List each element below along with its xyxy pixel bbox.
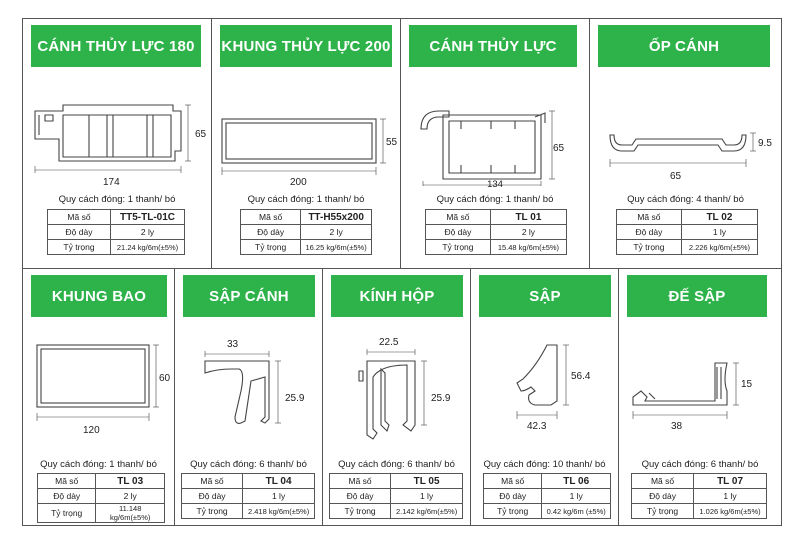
product-title: KÍNH HỘP <box>331 275 463 317</box>
dimension-height: 25.9 <box>431 393 451 404</box>
weight-value: 2.142 kg/6m(±5%) <box>391 504 463 519</box>
spec-table <box>47 209 185 255</box>
dimension-height: 25.9 <box>285 393 305 404</box>
product-card-tl06 <box>471 269 619 525</box>
dimension-height: 55 <box>386 137 398 148</box>
product-card-tl02 <box>590 19 781 269</box>
weight-label: Tỷ trọng <box>632 504 694 519</box>
thickness-label: Độ dày <box>182 489 243 504</box>
code-value: TT5-TL-01C <box>111 210 185 225</box>
profile-drawing <box>212 71 401 186</box>
thickness-label: Độ dày <box>632 489 694 504</box>
product-card-tt5-tl-01c <box>23 19 212 269</box>
profile-drawing <box>401 71 590 186</box>
thickness-label: Độ dày <box>426 225 491 240</box>
weight-label: Tỷ trọng <box>48 240 111 255</box>
weight-label: Tỷ trọng <box>484 504 542 519</box>
dimension-height: 65 <box>195 129 207 140</box>
profile-drawing <box>619 321 781 441</box>
weight-value: 2.226 kg/6m(±5%) <box>681 240 757 255</box>
product-card-tl01 <box>401 19 590 269</box>
code-label: Mã số <box>330 474 391 489</box>
code-label: Mã số <box>617 210 682 225</box>
profile-drawing <box>471 321 619 441</box>
thickness-value: 1 ly <box>243 489 315 504</box>
code-value: TL 04 <box>243 474 315 489</box>
weight-value: 0.42 kg/6m (±5%) <box>542 504 611 519</box>
profile-drawing <box>175 321 323 441</box>
product-title: ỐP CÁNH <box>598 25 770 67</box>
product-title: KHUNG THỦY LỰC 200 <box>220 25 392 67</box>
product-card-tl07 <box>619 269 781 525</box>
dimension-height: 65 <box>553 143 565 154</box>
dimension-width: 22.5 <box>379 337 399 348</box>
weight-value: 11.148 kg/6m(±5%) <box>96 504 165 523</box>
thickness-value: 1 ly <box>681 225 757 240</box>
weight-value: 1.026 kg/6m(±5%) <box>694 504 767 519</box>
product-sheet <box>22 18 782 526</box>
code-label: Mã số <box>241 210 301 225</box>
weight-value: 2.418 kg/6m(±5%) <box>243 504 315 519</box>
product-card-tt-h55x200 <box>212 19 401 269</box>
product-card-tl03 <box>23 269 175 525</box>
dimension-width: 134 <box>487 179 503 190</box>
weight-label: Tỷ trọng <box>38 504 96 523</box>
dimension-height: 9.5 <box>758 138 772 149</box>
packing-spec: Quy cách đóng: 1 thanh/ bó <box>58 194 176 205</box>
code-label: Mã số <box>38 474 96 489</box>
dimension-width: 120 <box>83 425 100 436</box>
weight-label: Tỷ trọng <box>241 240 301 255</box>
weight-label: Tỷ trọng <box>330 504 391 519</box>
spec-table <box>483 473 611 519</box>
thickness-label: Độ dày <box>241 225 301 240</box>
profile-drawing <box>323 321 471 441</box>
code-value: TT-H55x200 <box>301 210 372 225</box>
spec-table <box>37 473 165 523</box>
thickness-label: Độ dày <box>48 225 111 240</box>
profile-drawing <box>23 71 212 186</box>
code-value: TL 07 <box>694 474 767 489</box>
thickness-value: 2 ly <box>96 489 165 504</box>
packing-spec: Quy cách đóng: 6 thanh/ bó <box>641 459 759 470</box>
spec-table <box>425 209 567 255</box>
dimension-width: 38 <box>671 421 683 432</box>
weight-value: 15.48 kg/6m(±5%) <box>490 240 566 255</box>
dimension-height: 56.4 <box>571 371 591 382</box>
code-value: TL 03 <box>96 474 165 489</box>
weight-label: Tỷ trọng <box>182 504 243 519</box>
thickness-label: Độ dày <box>484 489 542 504</box>
dimension-height: 15 <box>741 379 753 390</box>
dimension-width: 200 <box>290 177 307 186</box>
code-label: Mã số <box>632 474 694 489</box>
product-title: KHUNG BAO <box>31 275 167 317</box>
profile-drawing <box>590 71 781 186</box>
code-label: Mã số <box>484 474 542 489</box>
dimension-height: 60 <box>159 373 171 384</box>
thickness-value: 2 ly <box>490 225 566 240</box>
product-title: SẬP <box>479 275 611 317</box>
packing-spec: Quy cách đóng: 1 thanh/ bó <box>40 459 157 470</box>
packing-spec: Quy cách đóng: 10 thanh/ bó <box>483 459 606 470</box>
product-title: SẬP CÁNH <box>183 275 315 317</box>
packing-spec: Quy cách đóng: 4 thanh/ bó <box>627 194 744 205</box>
product-title: CÁNH THỦY LỰC <box>409 25 577 67</box>
code-value: TL 06 <box>542 474 611 489</box>
product-card-tl05 <box>323 269 471 525</box>
code-label: Mã số <box>426 210 491 225</box>
dimension-width: 174 <box>103 177 120 186</box>
spec-table <box>616 209 758 255</box>
spec-table <box>329 473 463 519</box>
thickness-label: Độ dày <box>617 225 682 240</box>
packing-spec: Quy cách đóng: 1 thanh/ bó <box>247 194 365 205</box>
thickness-value: 1 ly <box>542 489 611 504</box>
thickness-label: Độ dày <box>38 489 96 504</box>
packing-spec: Quy cách đóng: 6 thanh/ bó <box>338 459 455 470</box>
product-card-tl04 <box>175 269 323 525</box>
thickness-value: 2 ly <box>301 225 372 240</box>
thickness-value: 2 ly <box>111 225 185 240</box>
thickness-label: Độ dày <box>330 489 391 504</box>
code-value: TL 02 <box>681 210 757 225</box>
code-label: Mã số <box>182 474 243 489</box>
product-title: CÁNH THỦY LỰC 180 <box>31 25 201 67</box>
code-value: TL 01 <box>490 210 566 225</box>
weight-value: 16.25 kg/6m(±5%) <box>301 240 372 255</box>
product-title: ĐẾ SẬP <box>627 275 767 317</box>
weight-label: Tỷ trọng <box>426 240 491 255</box>
thickness-value: 1 ly <box>391 489 463 504</box>
dimension-width: 42.3 <box>527 421 547 432</box>
weight-value: 21.24 kg/6m(±5%) <box>111 240 185 255</box>
profile-drawing <box>23 321 175 436</box>
weight-label: Tỷ trọng <box>617 240 682 255</box>
code-value: TL 05 <box>391 474 463 489</box>
spec-table <box>240 209 372 255</box>
packing-spec: Quy cách đóng: 6 thanh/ bó <box>190 459 307 470</box>
spec-table <box>631 473 767 519</box>
dimension-width: 65 <box>670 171 682 182</box>
spec-table <box>181 473 315 519</box>
dimension-width: 33 <box>227 339 239 350</box>
code-label: Mã số <box>48 210 111 225</box>
thickness-value: 1 ly <box>694 489 767 504</box>
packing-spec: Quy cách đóng: 1 thanh/ bó <box>436 194 554 205</box>
